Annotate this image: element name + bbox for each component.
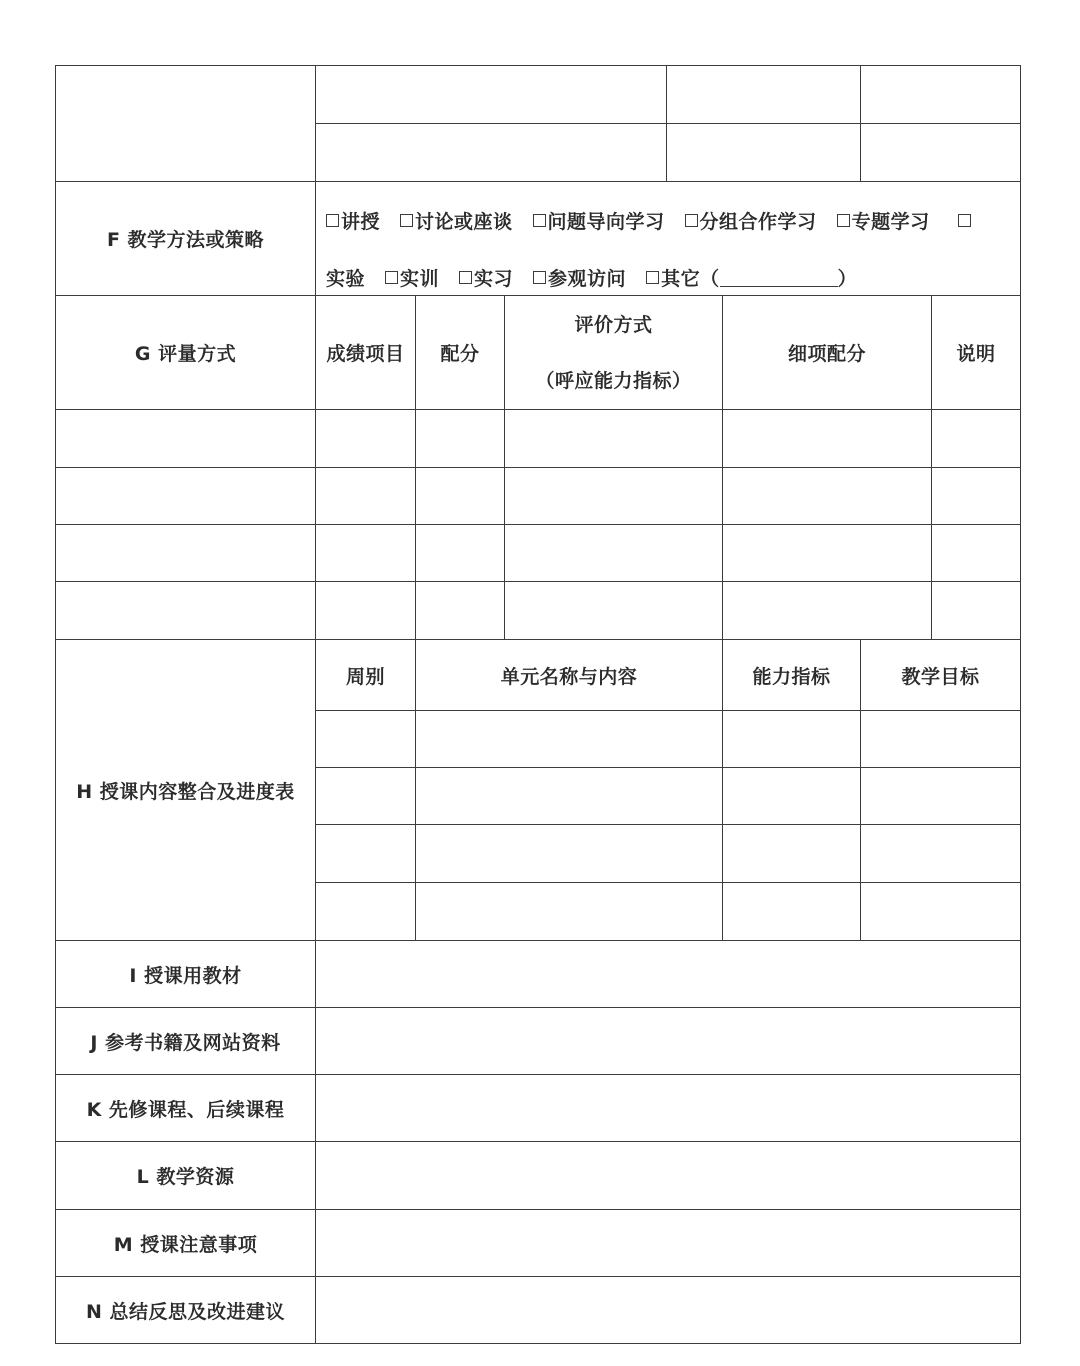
method-label: 讲授: [341, 211, 381, 233]
method-option-lecture[interactable]: [326, 194, 380, 251]
section-m-label: M 授课注意事项: [55, 1209, 316, 1277]
assessment-row-4-item[interactable]: [315, 581, 416, 640]
section-h-label: H 授课内容整合及进度表: [55, 639, 316, 941]
header-unit: 单元名称与内容: [415, 639, 723, 711]
schedule-row-3-week[interactable]: [315, 824, 416, 883]
assessment-row-2-detail[interactable]: [722, 467, 932, 525]
schedule-row-3-unit[interactable]: [415, 824, 723, 883]
section-k-content[interactable]: [315, 1074, 1021, 1142]
section-l-content[interactable]: [315, 1141, 1021, 1210]
checkbox-icon[interactable]: [326, 214, 339, 227]
assessment-row-4-method[interactable]: [504, 581, 723, 640]
schedule-row-4-ability[interactable]: [722, 882, 861, 941]
assessment-row-4-note[interactable]: [931, 581, 1021, 640]
method-label: 实训: [400, 268, 440, 290]
checkbox-icon[interactable]: [459, 271, 472, 284]
assessment-row-3-note[interactable]: [931, 524, 1021, 582]
section-g-label: G 评量方式: [55, 295, 316, 410]
top-cell-r1-c3[interactable]: [860, 65, 1021, 124]
checkbox-icon[interactable]: [400, 214, 413, 227]
schedule-row-4-goal[interactable]: [860, 882, 1021, 941]
other-paren-close: ）: [837, 268, 858, 290]
header-week: 周别: [315, 639, 416, 711]
header-goal: 教学目标: [860, 639, 1021, 711]
schedule-row-2-goal[interactable]: [860, 767, 1021, 825]
section-j-content[interactable]: [315, 1007, 1021, 1075]
assessment-row-2-item[interactable]: [315, 467, 416, 525]
top-cell-r2-c2[interactable]: [666, 123, 861, 182]
assessment-row-3-detail[interactable]: [722, 524, 932, 582]
schedule-row-1-goal[interactable]: [860, 710, 1021, 768]
assessment-row-3-score[interactable]: [415, 524, 505, 582]
method-option-group-cooperative[interactable]: [685, 194, 817, 251]
other-paren-open: （: [700, 268, 720, 290]
schedule-row-1-week[interactable]: [315, 710, 416, 768]
header-eval-method-line2: （呼应能力指标）: [535, 369, 692, 392]
assessment-row-3-item[interactable]: [315, 524, 416, 582]
checkbox-icon[interactable]: [958, 214, 971, 227]
method-option-problem-based[interactable]: [533, 194, 665, 251]
checkbox-icon[interactable]: [685, 214, 698, 227]
method-option-project[interactable]: [837, 194, 930, 251]
header-note: 说明: [931, 295, 1021, 410]
assessment-row-2-note[interactable]: [931, 467, 1021, 525]
method-label: 专题学习: [851, 211, 930, 233]
assessment-row-4-label[interactable]: [55, 581, 316, 640]
method-label: 参观访问: [548, 268, 627, 290]
section-m-content[interactable]: [315, 1209, 1021, 1277]
schedule-row-2-unit[interactable]: [415, 767, 723, 825]
section-f-label: F 教学方法或策略: [55, 181, 316, 296]
assessment-row-1-note[interactable]: [931, 409, 1021, 468]
page-footer-fragment: [902, 1360, 1020, 1366]
header-eval-method-line1: 评价方式: [574, 313, 653, 336]
assessment-row-4-score[interactable]: [415, 581, 505, 640]
schedule-row-2-ability[interactable]: [722, 767, 861, 825]
method-label: 实习: [474, 268, 514, 290]
header-ability: 能力指标: [722, 639, 861, 711]
assessment-row-2-score[interactable]: [415, 467, 505, 525]
method-label-experiment: 实验: [326, 268, 366, 290]
header-eval-method: [504, 295, 723, 410]
checkbox-icon[interactable]: [533, 271, 546, 284]
checkbox-icon[interactable]: [533, 214, 546, 227]
assessment-row-3-method[interactable]: [504, 524, 723, 582]
checkbox-icon[interactable]: [646, 271, 659, 284]
assessment-row-2-label[interactable]: [55, 467, 316, 525]
top-cell-r1-c1[interactable]: [315, 65, 667, 124]
checkbox-icon[interactable]: [385, 271, 398, 284]
schedule-row-4-unit[interactable]: [415, 882, 723, 941]
assessment-row-1-score[interactable]: [415, 409, 505, 468]
section-n-content[interactable]: [315, 1276, 1021, 1344]
schedule-row-3-ability[interactable]: [722, 824, 861, 883]
top-label-cell: [55, 65, 316, 182]
section-k-label: K 先修课程、后续课程: [55, 1074, 316, 1142]
schedule-row-1-ability[interactable]: [722, 710, 861, 768]
method-label: 问题导向学习: [547, 211, 665, 233]
method-label: 分组合作学习: [699, 211, 817, 233]
section-l-label: L 教学资源: [55, 1141, 316, 1210]
assessment-row-1-method[interactable]: [504, 409, 723, 468]
section-j-label: J 参考书籍及网站资料: [55, 1007, 316, 1075]
schedule-row-3-goal[interactable]: [860, 824, 1021, 883]
assessment-row-1-item[interactable]: [315, 409, 416, 468]
method-option-experiment[interactable]: [958, 194, 973, 251]
schedule-row-2-week[interactable]: [315, 767, 416, 825]
top-cell-r1-c2[interactable]: [666, 65, 861, 124]
schedule-row-1-unit[interactable]: [415, 710, 723, 768]
schedule-row-4-week[interactable]: [315, 882, 416, 941]
teaching-method-options: [315, 181, 1021, 296]
assessment-row-1-detail[interactable]: [722, 409, 932, 468]
section-i-label: I 授课用教材: [55, 940, 316, 1008]
section-n-label: N 总结反思及改进建议: [55, 1276, 316, 1344]
method-label: 其它: [661, 268, 701, 290]
top-cell-r2-c1[interactable]: [315, 123, 667, 182]
checkbox-icon[interactable]: [837, 214, 850, 227]
assessment-row-1-label[interactable]: [55, 409, 316, 468]
other-fill-line[interactable]: [720, 270, 838, 287]
header-grade-item: 成绩项目: [315, 295, 416, 410]
method-option-discussion[interactable]: [400, 194, 513, 251]
assessment-row-3-label[interactable]: [55, 524, 316, 582]
assessment-row-2-method[interactable]: [504, 467, 723, 525]
method-label: 讨论或座谈: [415, 211, 513, 233]
top-cell-r2-c3[interactable]: [860, 123, 1021, 182]
section-i-content[interactable]: [315, 940, 1021, 1008]
assessment-row-4-detail[interactable]: [722, 581, 932, 640]
header-detail-score: 细项配分: [722, 295, 932, 410]
header-score: 配分: [415, 295, 505, 410]
